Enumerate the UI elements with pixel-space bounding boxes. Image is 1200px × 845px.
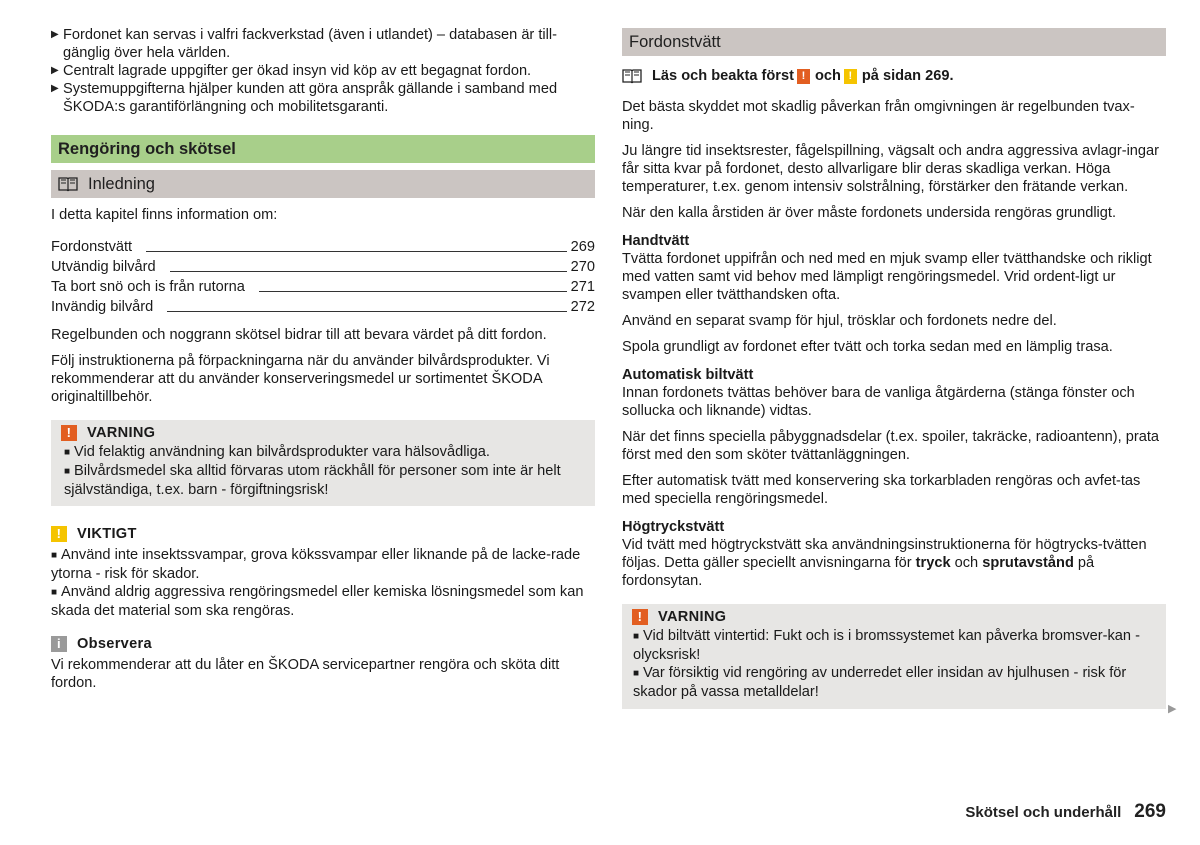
toc-entry[interactable]: Fordonstvätt 269	[51, 239, 595, 255]
caution-icon: !	[51, 526, 67, 542]
continue-arrow-icon: ▶	[1168, 703, 1177, 715]
square-bullet-icon: ■	[633, 631, 640, 642]
leader-line	[167, 311, 566, 312]
chapter-title: Skötsel och underhåll	[965, 804, 1122, 821]
paragraph: Tvätta fordonet uppifrån och ned med en mjuk svamp eller tvätthandske och rikligt med vatten samt vid behov med lämpligt rengöringsmedel. Vrid ordent-ligt ur svampen eller tvätthandsken ofta.	[622, 251, 1152, 303]
page-footer	[965, 803, 1166, 822]
paragraph: Innan fordonets tvättas behöver bara de vanliga åtgärderna (stänga fönster och sollucka och liknande) vidtas.	[622, 385, 1135, 419]
warning-box: ! VARNING ■ Vid felaktig användning kan bilvårdsprodukter vara hälsovådliga. ■ Bilvårdsmedel ska alltid förvaras utom räckhåll för personer som inte är helt självständiga, t.ex. barn - förgiftningsrisk!	[51, 420, 595, 506]
toc-entry[interactable]: Utvändig bilvård 270	[51, 259, 595, 275]
intro-text: I detta kapitel finns information om:	[51, 207, 278, 223]
subheading: Högtryckstvätt	[622, 519, 725, 535]
table-of-contents	[51, 236, 595, 316]
page-link[interactable]: på sidan 269.	[861, 68, 954, 84]
toc-entry[interactable]: Invändig bilvård 272	[51, 299, 595, 315]
book-icon	[58, 176, 78, 192]
square-bullet-icon: ■	[633, 668, 640, 679]
caution-box: ! VIKTIGT ■ Använd inte insektssvampar, grova kökssvampar eller liknande på de lacke-rade ytorna - risk för skador. ■ Använd aldrig aggressiva rengöringsmedel eller kemiska lösningsmedel som kan skada det material som ska rengöras.	[51, 524, 595, 620]
caution-icon: !	[844, 69, 857, 84]
paragraph: Regelbunden och noggrann skötsel bidrar till att bevara värdet på ditt fordon.	[51, 327, 547, 343]
square-bullet-icon: ■	[64, 466, 71, 477]
info-icon: i	[51, 636, 67, 652]
list-item: ■ Bilvårdsmedel ska alltid förvaras utom räckhåll för personer som inte är helt självständiga, t.ex. barn - förgiftningsrisk!	[64, 463, 561, 498]
warning-icon: !	[797, 69, 810, 84]
paragraph: Vid tvätt med högtryckstvätt ska användningsinstruktionerna för högtrycks-tvätten följas. Detta gäller speciellt anvisningarna för tryck och sprutavstånd på fordonsytan.	[622, 537, 1147, 589]
square-bullet-icon: ■	[51, 587, 58, 598]
warning-box: ! VARNING ■ Vid biltvätt vintertid: Fukt och is i bromssystemet kan påverka bromsver-kan - olycksrisk! ■ Var försiktig vid rengöring av underredet eller insidan av hjulhusen - risk för skador på vassa metalldelar!	[622, 604, 1166, 709]
list-item: ■ Använd inte insektssvampar, grova kökssvampar eller liknande på de lacke-rade ytorna - risk för skador.	[51, 547, 581, 582]
warning-icon: !	[632, 609, 648, 625]
paragraph: När den kalla årstiden är över måste fordonets undersida rengöras grundligt.	[622, 205, 1117, 221]
list-item: ▶ Systemuppgifterna hjälper kunden att göra anspråk gällande i samband med ŠKODA:s garantiförlängning och mobilitetsgaranti.	[51, 81, 558, 115]
paragraph: Spola grundligt av fordonet efter tvätt och torka sedan med en lämplig trasa.	[622, 339, 1113, 355]
subheading: Automatisk biltvätt	[622, 367, 754, 383]
list-item: ▶ Centralt lagrade uppgifter ger ökad insyn vid köp av ett begagnat fordon.	[51, 63, 532, 79]
cross-reference: Läs och beakta först ! och ! på sidan 269.	[622, 67, 1166, 85]
paragraph: Det bästa skyddet mot skadlig påverkan från omgivningen är regelbunden tvax-ning.	[622, 99, 1135, 133]
paragraph: Ju längre tid insektsrester, fågelspillning, vägsalt och andra aggressiva avlagr-ingar får sitta kvar på fordonet, desto allvarligare blir deras skadliga verkan. Höga temperaturer, t.ex. genom intensiv solstrålning, förstärker den frätande verkan.	[622, 143, 1160, 195]
list-item: ■ Använd aldrig aggressiva rengöringsmedel eller kemiska lösningsmedel som kan skada det material som ska rengöras.	[51, 584, 584, 619]
subsection-heading: Inledning	[51, 170, 595, 198]
triangle-bullet-icon: ▶	[51, 83, 59, 94]
list-item: ■ Vid felaktig användning kan bilvårdsprodukter vara hälsovådliga.	[64, 444, 490, 460]
warning-icon: !	[61, 425, 77, 441]
triangle-bullet-icon: ▶	[51, 65, 59, 76]
list-item: ■ Vid biltvätt vintertid: Fukt och is i bromssystemet kan påverka bromsver-kan - olycksrisk!	[633, 628, 1140, 663]
book-icon	[622, 68, 642, 84]
leader-line	[146, 251, 567, 252]
right-column	[622, 28, 1166, 709]
list-item: ▶ Fordonet kan servas i valfri fackverkstad (även i utlandet) – databasen är till-gänglig över hela världen.	[51, 27, 557, 61]
leader-line	[170, 271, 567, 272]
bullet-list	[51, 26, 595, 116]
leader-line	[259, 291, 567, 292]
square-bullet-icon: ■	[64, 447, 71, 458]
list-item: ■ Var försiktig vid rengöring av underredet eller insidan av hjulhusen - risk för skador på vassa metalldelar!	[633, 665, 1127, 700]
left-column	[51, 26, 595, 692]
triangle-bullet-icon: ▶	[51, 29, 59, 40]
section-heading: Fordonstvätt	[622, 28, 1166, 56]
subheading: Handtvätt	[622, 233, 690, 249]
section-heading: Rengöring och skötsel	[51, 135, 595, 163]
paragraph: När det finns speciella påbyggnadsdelar (t.ex. spoiler, takräcke, radioantenn), prata först med den som sköter tvättanläggningen.	[622, 429, 1160, 463]
paragraph: Följ instruktionerna på förpackningarna när du använder bilvårdsprodukter. Vi rekommenderar att du använder konserveringsmedel ur sortimentet ŠKODA originaltillbehör.	[51, 353, 550, 405]
note-box: i Observera Vi rekommenderar att du låter en ŠKODA servicepartner rengöra och sköta ditt fordon.	[51, 636, 560, 691]
paragraph: Efter automatisk tvätt med konservering ska torkarbladen rengöras och avfet-tas med speciella rengöringsmedel.	[622, 473, 1141, 507]
square-bullet-icon: ■	[51, 550, 58, 561]
toc-entry[interactable]: Ta bort snö och is från rutorna 271	[51, 279, 595, 295]
page-number: 269	[1134, 801, 1166, 822]
paragraph: Använd en separat svamp för hjul, trösklar och fordonets nedre del.	[622, 313, 1057, 329]
